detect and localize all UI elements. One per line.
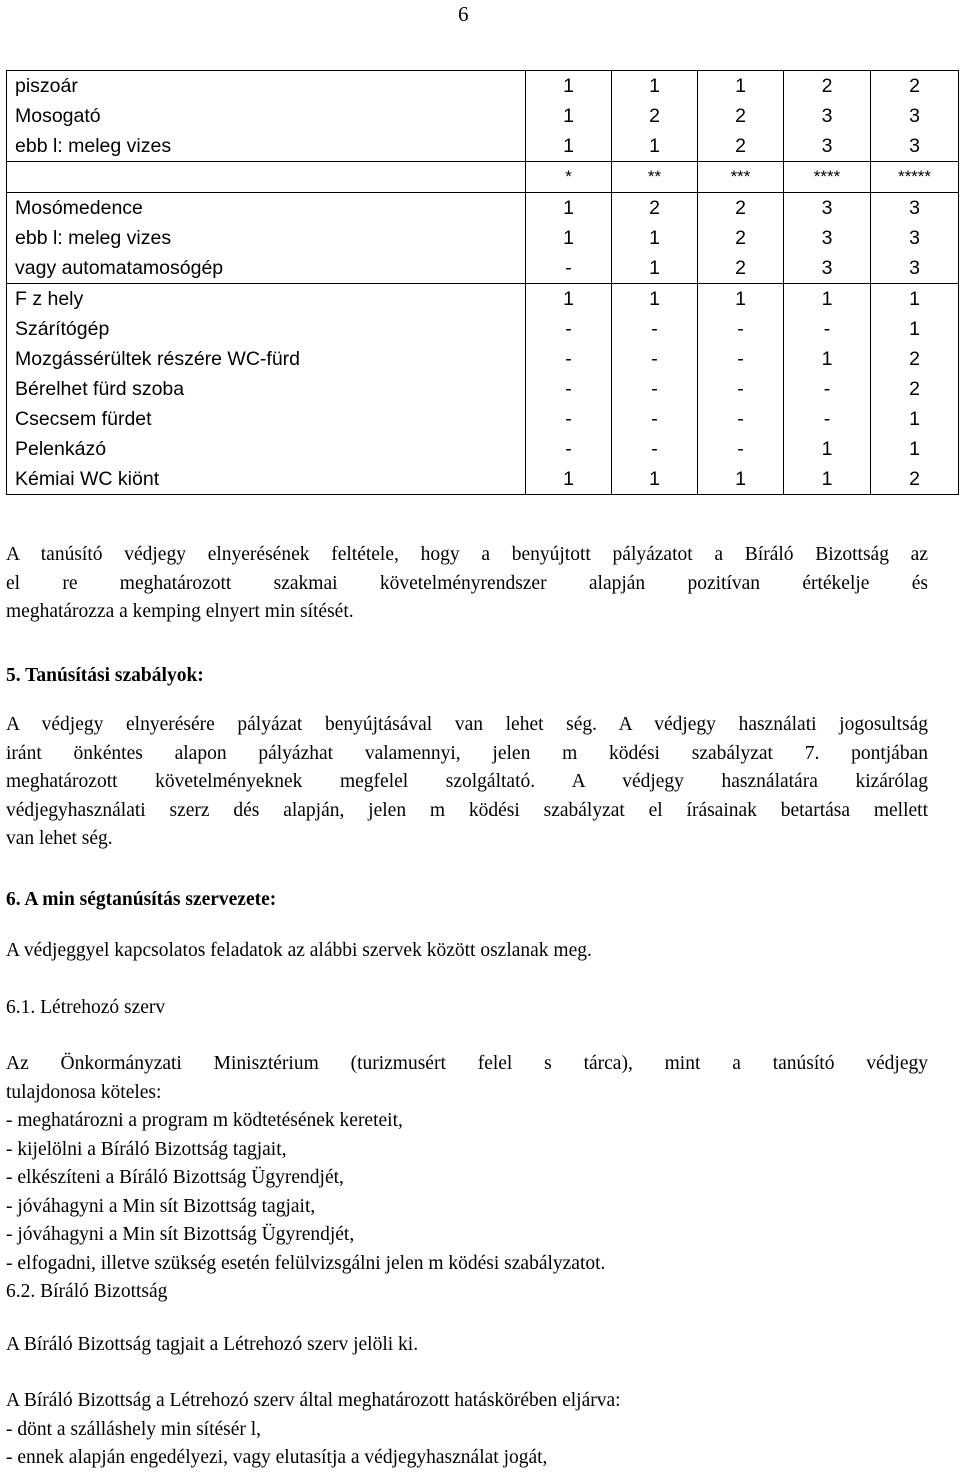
table-cell: 1 [526, 131, 612, 162]
section-6-1-body [6, 1050, 928, 1307]
table-cell: - [784, 404, 871, 434]
table-cell: 3 [784, 253, 871, 284]
table-cell: 3 [784, 131, 871, 162]
table-row [7, 162, 959, 193]
text-line: van lehet ség. [6, 828, 113, 849]
list-item: - meghatározni a program m ködtetésének kereteit, [6, 1110, 403, 1131]
table-cell: - [698, 314, 784, 344]
table-row [7, 101, 959, 131]
table-row [7, 253, 959, 284]
table-cell: 1 [526, 193, 612, 224]
table-cell: 2 [612, 101, 698, 131]
table-row [7, 284, 959, 315]
table-cell: 3 [871, 253, 959, 284]
section-6-2-body [6, 1387, 928, 1473]
table-cell: - [526, 314, 612, 344]
section-5-paragraph [6, 711, 928, 854]
table-cell: - [784, 374, 871, 404]
table-cell: 1 [526, 464, 612, 495]
table-row [7, 344, 959, 374]
text-line: A tanúsító védjegy elnyerésének feltétele, hogy a benyújtott pályázatot a Bíráló Bizottság az [6, 544, 928, 565]
table-cell: 1 [784, 434, 871, 464]
text-line: el re meghatározott szakmai követelményrendszer alapján pozitívan értékelje és [6, 572, 928, 594]
text-line: A védjegy elnyerésére pályázat benyújtásával van lehet ség. A védjegy használati jogosultság [6, 714, 928, 735]
table-cell: 2 [698, 101, 784, 131]
table-cell: 1 [526, 223, 612, 253]
section-6-1-heading: 6.1. Létrehozó szerv [6, 997, 166, 1018]
text-line: védjegyhasználati szerz dés alapján, jelen m ködési szabályzat el írásainak betartása mellett [6, 799, 928, 821]
table-cell: 1 [612, 464, 698, 495]
section-5-heading: 5. Tanúsítási szabályok: [6, 665, 204, 686]
intro-paragraph [6, 541, 928, 627]
table-cell: 1 [612, 71, 698, 102]
table-cell: 1 [698, 284, 784, 315]
table-cell: - [698, 374, 784, 404]
list-item: - dönt a szálláshely min sítésér l, [6, 1418, 262, 1440]
table-cell: 1 [871, 284, 959, 315]
table-row [7, 71, 959, 102]
table-cell: 2 [698, 131, 784, 162]
list-item: - kijelölni a Bíráló Bizottság tagjait, [6, 1138, 287, 1160]
table-cell: - [784, 314, 871, 344]
text-line: tulajdonosa köteles: [6, 1081, 162, 1103]
text-line: meghatározott követelményeknek megfelel szolgáltató. A védjegy használatára kizárólag [6, 771, 928, 792]
text-line: Az Önkormányzati Minisztérium (turizmusért felel s tárca), mint a tanúsító védjegy [6, 1053, 928, 1074]
table-cell: - [526, 404, 612, 434]
table-cell: 2 [871, 464, 959, 495]
table-cell: - [612, 314, 698, 344]
table-cell: ** [612, 162, 698, 193]
table-row-label: Szárítógép [7, 314, 526, 344]
table-cell: - [612, 374, 698, 404]
table-row-label: Csecsem fürdet [7, 404, 526, 434]
table-row-label [7, 162, 526, 193]
list-item: - jóváhagyni a Min sít Bizottság tagjait, [6, 1195, 316, 1217]
table-row-label: ebb l: meleg vizes [7, 223, 526, 253]
table-cell: - [526, 434, 612, 464]
table-row-label: Bérelhet fürd szoba [7, 374, 526, 404]
text-line: A Bíráló Bizottság a Létrehozó szerv által meghatározott hatáskörében eljárva: [6, 1390, 621, 1411]
table-cell: *** [698, 162, 784, 193]
table-row-label: Mozgássérültek részére WC-fürd [7, 344, 526, 374]
table-cell: 1 [612, 253, 698, 284]
table-cell: 1 [612, 284, 698, 315]
table-cell: 3 [871, 223, 959, 253]
table-cell: 1 [784, 284, 871, 315]
section-6-2-paragraph: A Bíráló Bizottság tagjait a Létrehozó szerv jelöli ki. [6, 1334, 419, 1355]
table-cell: 2 [871, 374, 959, 404]
table-row [7, 404, 959, 434]
table-cell: 3 [784, 223, 871, 253]
table-cell: 1 [698, 464, 784, 495]
equipment-table [6, 70, 959, 495]
table-row-label: Pelenkázó [7, 434, 526, 464]
table-cell: 1 [871, 314, 959, 344]
table-cell: 2 [871, 344, 959, 374]
table-cell: 1 [612, 131, 698, 162]
table-cell: 2 [871, 71, 959, 102]
table-cell: 3 [784, 101, 871, 131]
table-row [7, 314, 959, 344]
table-cell: 3 [871, 131, 959, 162]
table-cell: 1 [784, 344, 871, 374]
table-cell: 1 [526, 71, 612, 102]
table-cell: 1 [698, 71, 784, 102]
table-cell: - [526, 253, 612, 284]
list-item: - jóváhagyni a Min sít Bizottság Ügyrendjét, [6, 1224, 355, 1245]
section-6-intro: A védjeggyel kapcsolatos feladatok az alábbi szervek között oszlanak meg. [6, 940, 592, 961]
table-cell: 1 [871, 404, 959, 434]
table-row-label: ebb l: meleg vizes [7, 131, 526, 162]
table-row-label: Mosómedence [7, 193, 526, 224]
table-cell: 3 [784, 193, 871, 224]
section-6-2-heading: 6.2. Bíráló Bizottság [6, 1281, 168, 1302]
text-line: meghatározza a kemping elnyert min sítését. [6, 601, 354, 622]
table-cell: - [698, 434, 784, 464]
table-row [7, 193, 959, 224]
table-cell: 2 [698, 253, 784, 284]
table-cell: 2 [612, 193, 698, 224]
table-cell: ***** [871, 162, 959, 193]
table-cell: 2 [698, 223, 784, 253]
table-cell: 1 [784, 464, 871, 495]
table-cell: 1 [612, 223, 698, 253]
table-cell: * [526, 162, 612, 193]
section-6-heading: 6. A min ségtanúsítás szervezete: [6, 889, 277, 910]
table-cell: - [526, 344, 612, 374]
table-row-label: vagy automatamosógép [7, 253, 526, 284]
table-cell: - [612, 404, 698, 434]
list-item: - elkészíteni a Bíráló Bizottság Ügyrendjét, [6, 1167, 344, 1188]
table-cell: 1 [526, 284, 612, 315]
table-cell: 3 [871, 101, 959, 131]
table-row [7, 434, 959, 464]
table-cell: 1 [871, 434, 959, 464]
table-cell: 2 [784, 71, 871, 102]
table-row [7, 131, 959, 162]
table-cell: 3 [871, 193, 959, 224]
table-cell: 2 [698, 193, 784, 224]
table-row-label: Kémiai WC kiönt [7, 464, 526, 495]
table-cell: - [698, 404, 784, 434]
table-row [7, 374, 959, 404]
list-item: - elfogadni, illetve szükség esetén felülvizsgálni jelen m ködési szabályzatot. [6, 1252, 606, 1274]
table-cell: - [612, 344, 698, 374]
table-row-label: piszoár [7, 71, 526, 102]
table-row [7, 464, 959, 495]
page-number: 6 [458, 2, 469, 26]
table-cell: - [698, 344, 784, 374]
table-cell: - [526, 374, 612, 404]
table-cell: **** [784, 162, 871, 193]
list-item: - ennek alapján engedélyezi, vagy elutasítja a védjegyhasználat jogát, [6, 1447, 548, 1468]
text-line: iránt önkéntes alapon pályázhat valamennyi, jelen m ködési szabályzat 7. pontjában [6, 742, 928, 764]
table-row-label: F z hely [7, 284, 526, 315]
table-row-label: Mosogató [7, 101, 526, 131]
table-cell: 1 [526, 101, 612, 131]
table-cell: - [612, 434, 698, 464]
table-row [7, 223, 959, 253]
